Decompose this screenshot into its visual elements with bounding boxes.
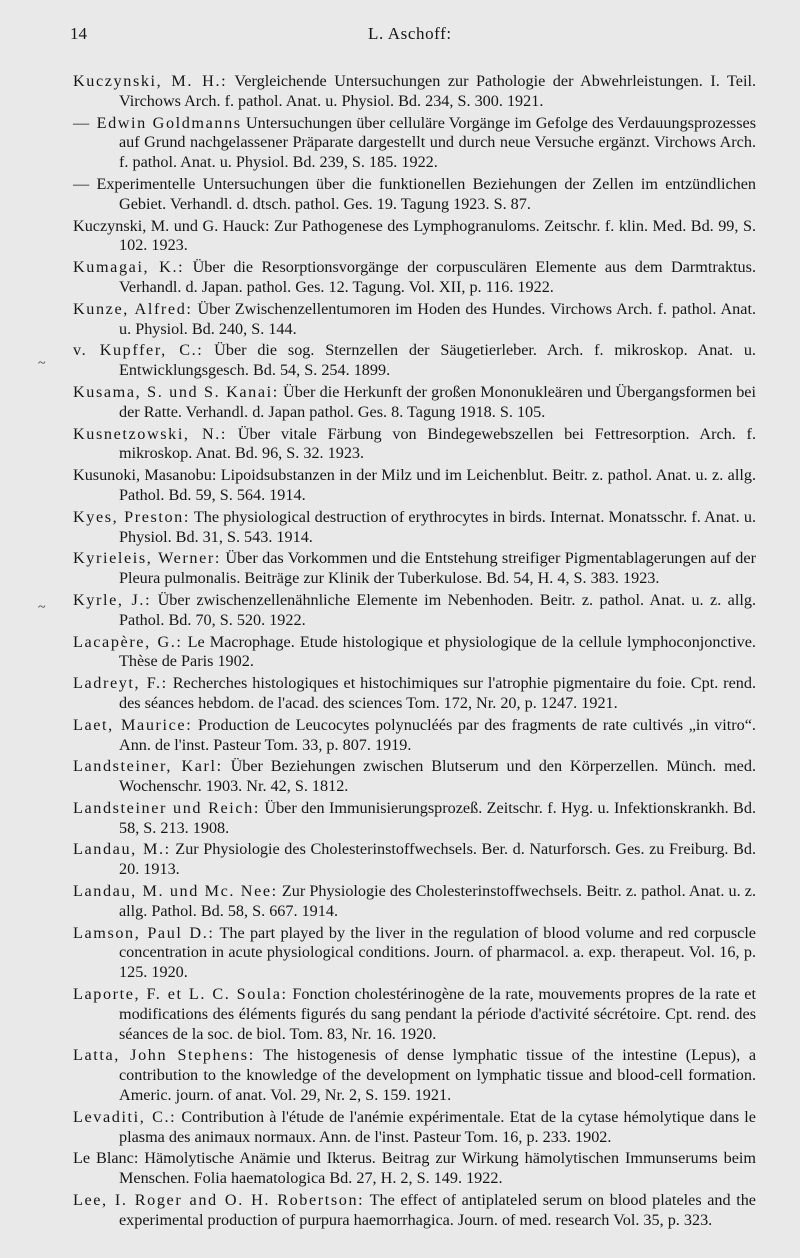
reference-text: Production de Leucocytes polynucléés par des fragments de rate cultivés „in vitro“. Ann. de l'inst. Pasteur Tom. 33, p. 807. 1919. — [119, 715, 756, 754]
margin-mark: ~ — [38, 356, 46, 371]
reference-text: Über vitale Färbung von Bindegewebszellen bei Fettresorption. Arch. f. mikroskop. Anat. Bd. 96, S. 32. 1923. — [119, 424, 756, 463]
reference-entry — [73, 466, 756, 506]
reference-text: The histogenesis of dense lymphatic tissue of the intestine (Lepus), a contribution to the knowledge of the development on lymphatic tissue and blood-cell formation. Americ. journ. of anat. Vol. 29, Nr. 2, S. 159. 1921. — [119, 1046, 756, 1105]
reference-author: Levaditi, C.: — [73, 1107, 177, 1126]
reference-text: Vergleichende Untersuchungen zur Pathologie der Abwehrleistungen. I. Teil. Virchows Arch. f. pathol. Anat. u. Physiol. Bd. 234, S. 300. 1921. — [119, 72, 756, 110]
reference-entry — [73, 175, 756, 215]
reference-author: Kyrle, J.: — [73, 590, 152, 609]
reference-entry — [73, 258, 756, 298]
reference-author: Lacapère, G.: — [73, 632, 183, 651]
reference-entry — [73, 114, 756, 173]
reference-text: Über die Resorptionsvorgänge der corpusculären Elemente aus dem Darmtraktus. Verhandl. d. Japan. pathol. Ges. 12. Tagung. Vol. XII, p. 116. 1922. — [119, 258, 756, 296]
reference-author: Laet, Maurice: — [73, 715, 193, 734]
margin-mark: ~ — [38, 600, 46, 615]
page-number: 14 — [70, 24, 87, 43]
reference-author: Kumagai, K.: — [73, 258, 185, 277]
reference-author: Kyrieleis, Werner: — [73, 549, 221, 568]
reference-text: Contribution à l'étude de l'anémie expérimentale. Etat de la cytase hémolytique dans le plasma des animaux normaux. Ann. de l'inst. Pasteur Tom. 16, p. 233. 1902. — [119, 1107, 756, 1146]
reference-entry — [73, 985, 756, 1044]
reference-entry — [73, 383, 756, 423]
reference-text: Über den Immunisierungsprozeß. Zeitschr. f. Hyg. u. Infektionskrankh. Bd. 58, S. 213. 1908. — [119, 798, 756, 837]
reference-entry — [73, 882, 756, 922]
reference-entry — [73, 341, 756, 381]
reference-entry — [73, 633, 756, 673]
reference-text: Über die sog. Sternzellen der Säugetierleber. Arch. f. mikroskop. Anat. u. Entwicklungsgesch. Bd. 54, S. 254. 1899. — [119, 341, 756, 380]
reference-text: Kuczynski, M. und G. Hauck: Zur Pathogenese des Lymphogranuloms. Zeitschr. f. klin. Med. Bd. 99, S. 102. 1923. — [73, 216, 756, 255]
reference-entry — [73, 591, 756, 631]
reference-text: The part played by the liver in the regulation of blood volume and red corpuscle concentration in acute physiological conditions. Journ. of pharmacol. a. exp. therapeut. Vol. 16, p. 125. 1920. — [119, 923, 756, 982]
reference-entry — [73, 757, 756, 797]
reference-entry — [73, 840, 756, 880]
reference-text: Untersuchungen über celluläre Vorgänge im Gefolge des Verdauungsprozesses auf Grund nachgelassener Präparate dargestellt und durch neue Versuche ergänzt. Virchows Arch. f. pathol. Anat. u. Physiol. Bd. 239, S. 185. 1922. — [119, 113, 756, 172]
reference-text: Zur Physiologie des Cholesterinstoffwechsels. Ber. d. Naturforsch. Ges. zu Freiburg. Bd. 20. 1913. — [119, 840, 757, 879]
reference-text: Le Macrophage. Etude histologique et physiologique de la cellule lymphoconjonctive. Thèse de Paris 1902. — [119, 632, 756, 671]
reference-author: v. Kupffer, C.: — [73, 341, 204, 360]
reference-text: Über die Herkunft der großen Mononukleären und Übergangsformen bei der Ratte. Verhandl. d. Japan pathol. Ges. 8. Tagung 1918. S. 105. — [119, 382, 756, 421]
reference-author: Kuczynski, M. H.: — [73, 72, 228, 90]
reference-entry — [73, 1046, 756, 1105]
reference-author: — Edwin Goldmanns — [73, 113, 242, 132]
reference-text: Le Blanc: Hämolytische Anämie und Ikterus. Beitrag zur Wirkung hämolytischen Immunserums beim Menschen. Folia haematologica Bd. 27, H. 2, S. 149. 1922. — [73, 1149, 756, 1188]
reference-entry — [73, 508, 756, 548]
reference-entry — [73, 217, 756, 257]
reference-entry — [73, 425, 756, 465]
reference-author: Laporte, F. et L. C. Soula: — [73, 985, 288, 1004]
reference-text: The physiological destruction of erythrocytes in birds. Internat. Monatsschr. f. Anat. u. Physiol. Bd. 31, S. 543. 1914. — [119, 507, 756, 546]
reference-author: Kusnetzowski, N.: — [73, 424, 227, 443]
reference-entry — [73, 674, 756, 714]
reference-entry — [73, 799, 756, 839]
reference-entry — [73, 549, 756, 589]
reference-text: Fonction cholestérinogène de la rate, mouvements propres de la rate et modifications des éléments figurés du sang pendant la période d'activité sécrétoire. Cpt. rend. des séances de la soc. de biol. Tom. 83, Nr. 16. 1920. — [119, 985, 756, 1043]
reference-entry — [73, 300, 756, 340]
reference-author: Landau, M.: — [73, 840, 171, 859]
reference-author: Lamson, Paul D.: — [73, 923, 215, 942]
running-head: L. Aschoff: — [368, 24, 452, 43]
reference-author: Landsteiner und Reich: — [73, 798, 260, 817]
reference-author: Kyes, Preston: — [73, 507, 190, 526]
reference-text: Über Zwischenzellentumoren im Hoden des Hundes. Virchows Arch. f. pathol. Anat. u. Physiol. Bd. 240, S. 144. — [119, 299, 756, 338]
reference-text: — Experimentelle Untersuchungen über die funktionellen Beziehungen der Zellen im entzündlichen Gebiet. Verhandl. d. dtsch. pathol. Ges. 19. Tagung 1923. S. 87. — [73, 174, 756, 213]
reference-author: Landau, M. und Mc. Nee: — [73, 882, 278, 901]
reference-author: Latta, John Stephens: — [73, 1046, 255, 1065]
reference-text: The effect of antiplateled serum on blood plateles and the experimental production of purpura haemorrhagica. Journ. of med. research Vol. 35, p. 323. — [119, 1191, 756, 1229]
reference-text: Kusunoki, Masanobu: Lipoidsubstanzen in der Milz und im Leichenblut. Beitr. z. pathol. Anat. u. z. allg. Pathol. Bd. 59, S. 564. 1914. — [73, 466, 756, 504]
reference-entry — [73, 716, 756, 756]
reference-entry — [73, 1191, 756, 1231]
reference-author: Kunze, Alfred: — [73, 299, 193, 318]
reference-entry — [73, 924, 756, 983]
reference-text: Über zwischenzellenähnliche Elemente im Nebenhoden. Beitr. z. pathol. Anat. u. z. allg. Pathol. Bd. 70, S. 520. 1922. — [119, 590, 757, 629]
reference-text: Zur Physiologie des Cholesterinstoffwechsels. Beitr. z. pathol. Anat. u. z. allg. Pathol. Bd. 58, S. 667. 1914. — [119, 882, 757, 920]
reference-author: Lee, I. Roger and O. H. Robertson: — [73, 1191, 365, 1210]
reference-text: Über Beziehungen zwischen Blutserum und den Körperzellen. Münch. med. Wochenschr. 1903. Nr. 42, S. 1812. — [119, 757, 756, 796]
reference-entry — [73, 1149, 756, 1189]
reference-text: Recherches histologiques et histochimiques sur l'atrophie pigmentaire du foie. Cpt. rend. des séances hebdom. de l'acad. des sciences Tom. 172, Nr. 20, p. 1247. 1921. — [119, 674, 756, 712]
reference-entry — [73, 72, 756, 112]
reference-author: Landsteiner, Karl: — [73, 757, 223, 776]
reference-author: Ladreyt, F.: — [73, 674, 168, 693]
reference-entry — [73, 1108, 756, 1148]
reference-text: Über das Vorkommen und die Entstehung streifiger Pigmentablagerungen auf der Pleura pulmonalis. Beiträge zur Klinik der Tuberkulose. Bd. 54, H. 4, S. 383. 1923. — [119, 549, 756, 588]
page-header — [0, 24, 800, 50]
bibliography-list — [73, 72, 756, 1233]
reference-author: Kusama, S. und S. Kanai: — [73, 382, 279, 401]
